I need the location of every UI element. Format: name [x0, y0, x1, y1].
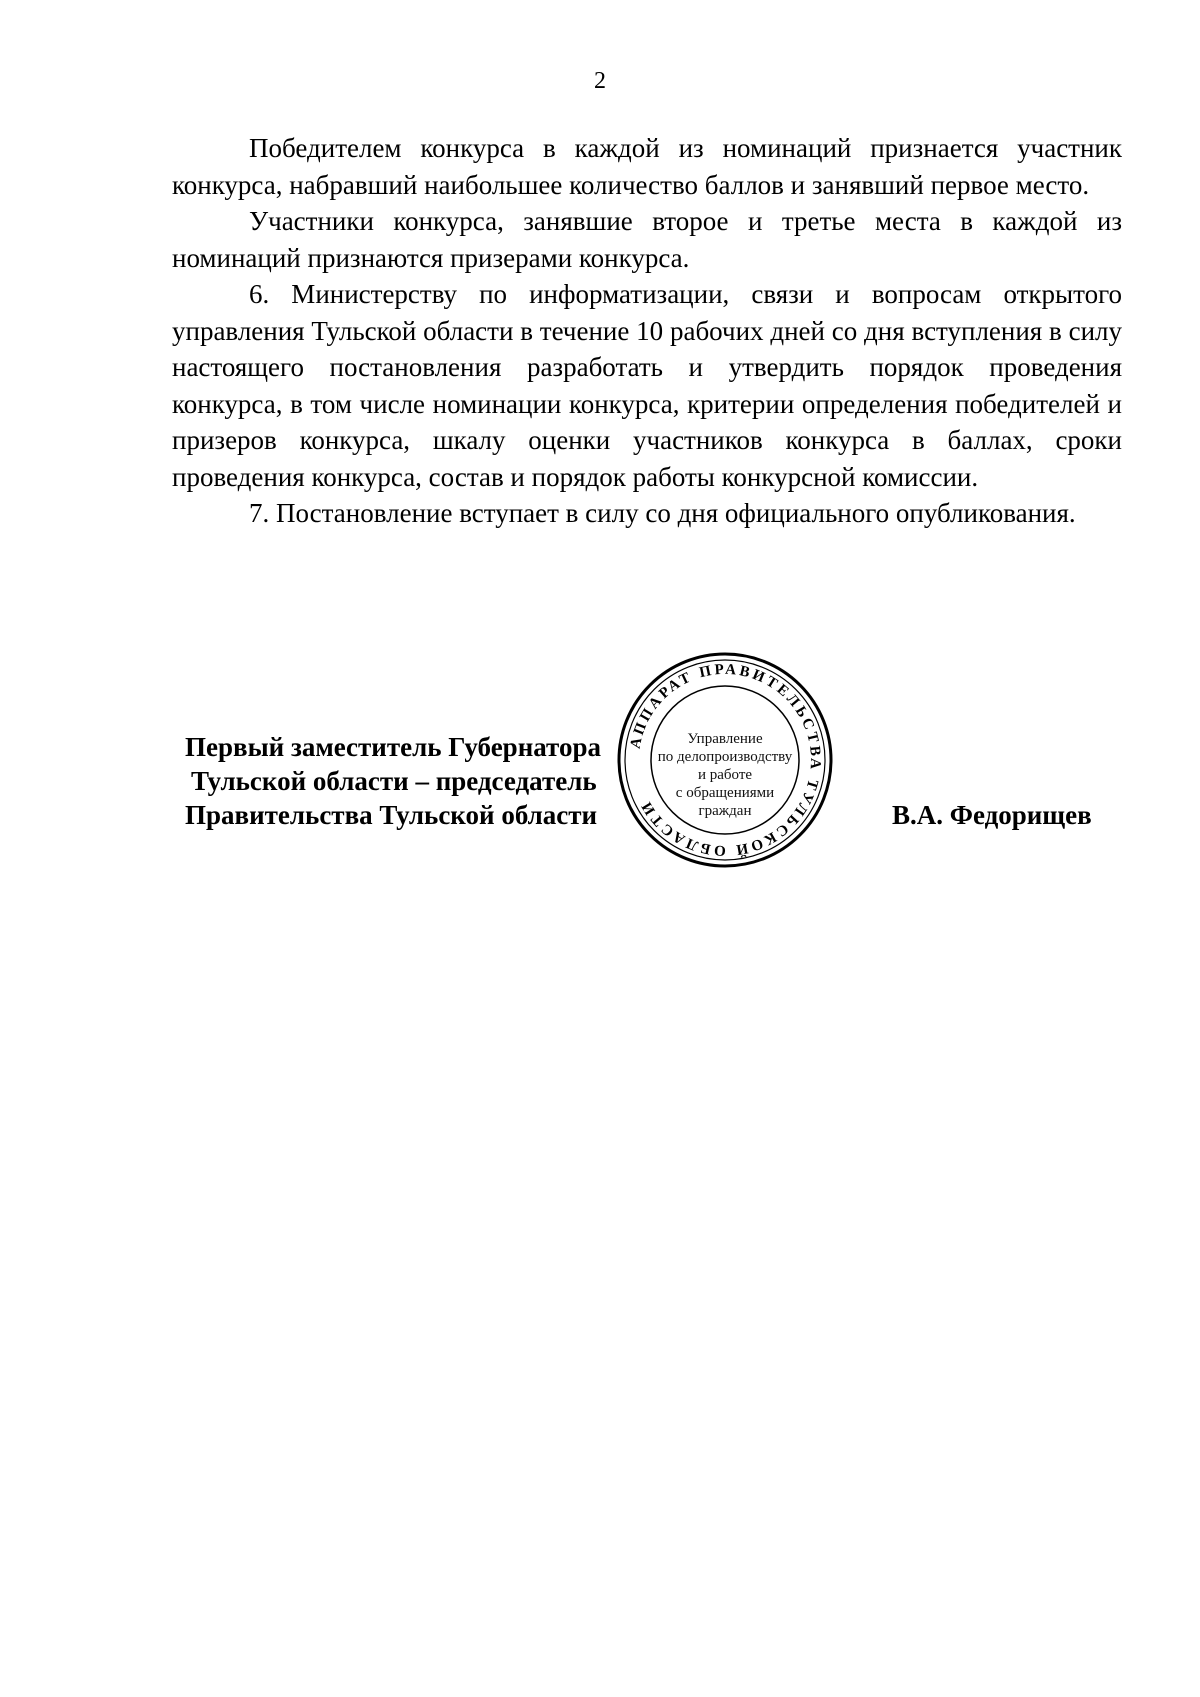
- stamp-center-line-4: с обращениями: [675, 785, 775, 801]
- signature-title-line-1: Первый заместитель Губернатора: [185, 732, 601, 762]
- document-body: [172, 130, 1122, 532]
- page-number: 2: [594, 68, 606, 94]
- paragraph-item-7: 7. Постановление вступает в силу со дня официального опубликования.: [249, 498, 1076, 528]
- signature-block: [185, 730, 601, 832]
- paragraph-item-6: 6. Министерству по информатизации, связи и вопросам открытого управления Тульской области в течение 10 рабочих дней со дня вступления в силу настоящего постановления разработать и утвердить порядок проведения конкурса, в том числе номинации конкурса, критерии определения победителей и призеров конкурса, шкалу оценки участников конкурса в баллах, сроки проведения конкурса, состав и порядок работы конкурсной комиссии.: [172, 279, 1122, 492]
- paragraph-winner: Победителем конкурса в каждой из номинаций признается участник конкурса, набравший наибольшее количество баллов и занявший первое место.: [172, 133, 1122, 200]
- stamp-center-line-2: по делопроизводству: [657, 749, 793, 765]
- paragraph-prize-winners: Участники конкурса, занявшие второе и третье места в каждой из номинаций признаются призерами конкурса.: [172, 206, 1122, 273]
- official-stamp: [615, 650, 835, 870]
- stamp-center-line-3: и работе: [697, 767, 753, 783]
- stamp-center-line-1: Управление: [687, 731, 763, 747]
- signature-title-line-2: Тульской области – председатель: [191, 766, 597, 796]
- signer-name: В.А. Федорищев: [892, 800, 1092, 830]
- stamp-center-line-5: граждан: [698, 803, 752, 819]
- stamp-center-text: [645, 730, 805, 820]
- stamp-ring-text: АППАРАТ ПРАВИТЕЛЬСТВА ТУЛЬСКОЙ ОБЛАСТИ: [627, 661, 824, 859]
- signature-title-line-3: Правительства Тульской области: [185, 800, 598, 830]
